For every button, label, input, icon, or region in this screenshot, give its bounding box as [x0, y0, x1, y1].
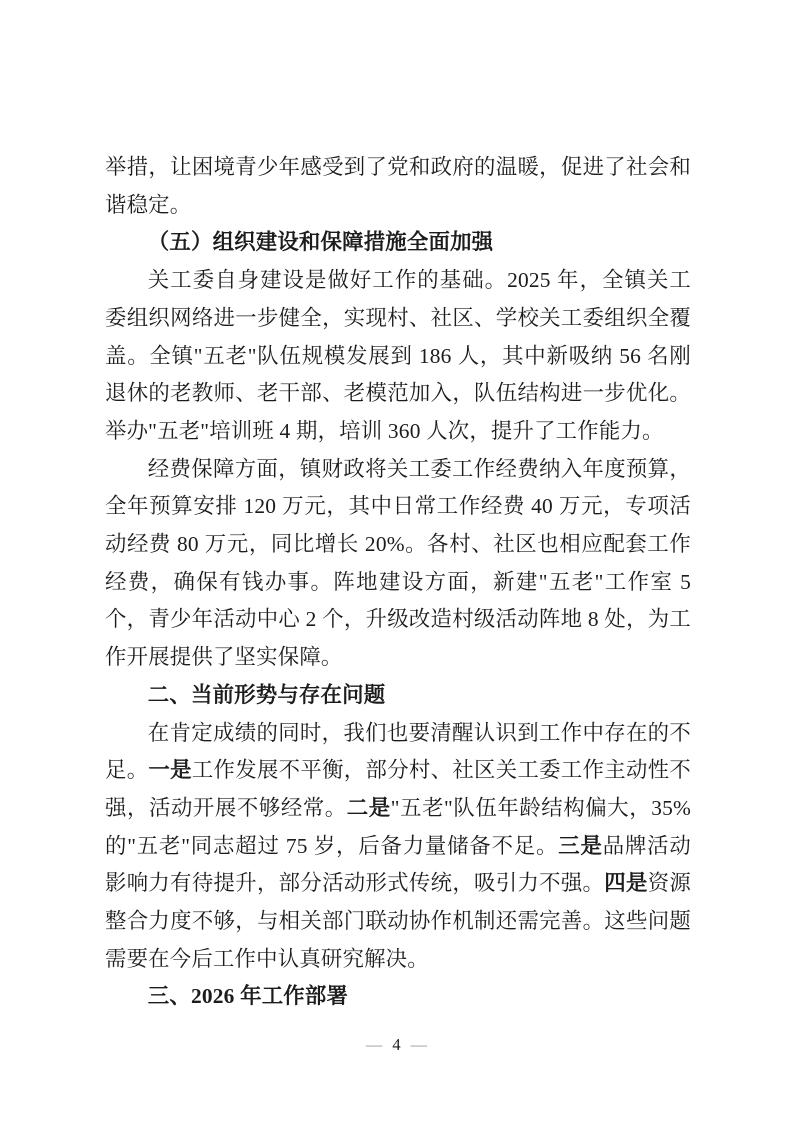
page-number: 4 — [392, 1035, 401, 1054]
footer-right-dash: — — [410, 1035, 428, 1054]
paragraph — [105, 715, 691, 979]
paragraph — [105, 149, 691, 224]
page-footer — [0, 1035, 793, 1055]
paragraph — [105, 451, 691, 677]
bold-text-run: 一是 — [148, 758, 192, 783]
text-run: 资源整合力度不够，与相关部门联动协作机制还需完善。这些问题需要在今后工作中认真研究解决。 — [105, 871, 692, 971]
text-run: 工作发展不平衡，部分村、社区关工委工作主动性不强，活动开展不够经常。 — [105, 758, 691, 820]
document-body — [105, 149, 691, 1016]
text-run: 在肯定成绩的同时，我们也要清醒认识到工作中存在的不足。 — [105, 720, 691, 783]
text-run: "五老"队伍年龄结构偏大，35%的"五老"同志超过 75 岁，后备力量储备不足。 — [105, 795, 692, 858]
text-run: 经费保障方面，镇财政将关工委工作经费纳入年度预算，全年预算安排 120 万元，其中日常工作经费 40 万元，专项活动经费 80 万元，同比增长 20%。各村、社区也相应配套工作经费，确保有钱办事。阵地建设方面，新建"五老"工作室 5 个，青少年活动中心 2 个，升级改造村级活动阵地 8 处，为工作开展提供了坚实保障。 — [105, 456, 691, 670]
bold-text-run: 四是 — [604, 871, 648, 896]
section-heading — [105, 978, 691, 1016]
section-heading — [105, 677, 691, 715]
section-heading — [105, 224, 691, 262]
text-run: 关工委自身建设是做好工作的基础。2025 年，全镇关工委组织网络进一步健全，实现村、社区、学校关工委组织全覆盖。全镇"五老"队伍规模发展到 186 人，其中新吸纳 56 名刚退休的老教师、老干部、老模范加入，队伍结构进一步优化。举办"五老"培训班 4 期，培训 360 人次，提升了工作能力。 — [105, 268, 691, 443]
bold-text-run: 三、2026 年工作部署 — [147, 984, 349, 1009]
bold-text-run: 二、当前形势与存在问题 — [147, 682, 386, 707]
text-run: 品牌活动影响力有待提升，部分活动形式传统，吸引力不强。 — [105, 833, 691, 896]
bold-text-run: 二是 — [346, 795, 391, 820]
bold-text-run: 三是 — [558, 833, 603, 858]
bold-text-run: （五）组织建设和保障措施全面加强 — [147, 230, 494, 255]
text-run: 举措，让困境青少年感受到了党和政府的温暖，促进了社会和谐稳定。 — [105, 155, 691, 217]
paragraph — [105, 262, 691, 451]
footer-left-dash: — — [365, 1035, 383, 1054]
